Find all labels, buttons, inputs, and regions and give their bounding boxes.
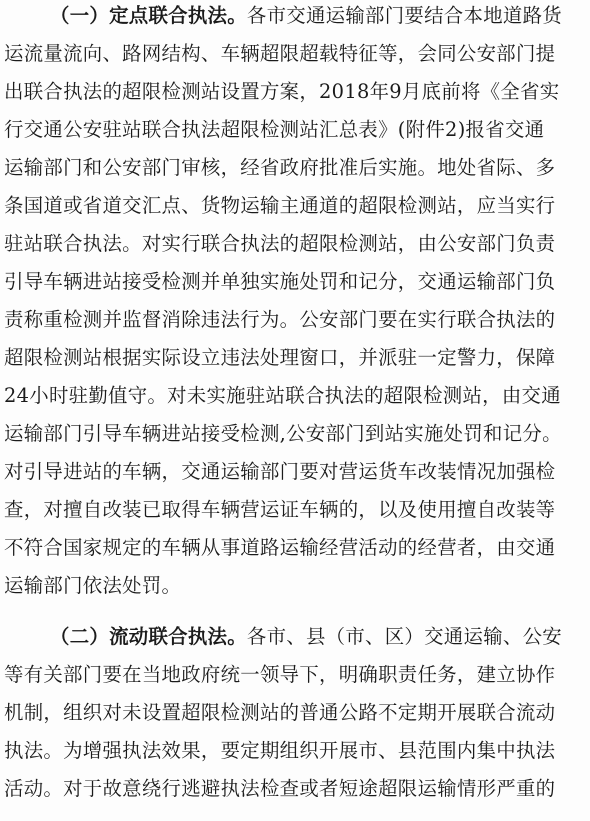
paragraph-1-line-1 [0, 4, 590, 28]
paragraph-1-line-10: 超限检测站根据实际设立违法处理窗口，并派驻一定警力，保障 [4, 346, 556, 369]
paragraph-1-line-12: 运输部门引导车辆进站接受检测,公安部门到站实施处罚和记分。 [4, 422, 562, 445]
paragraph-1-line-11: 24小时驻勤值守。对未实施驻站联合执法的超限检测站，由交通 [4, 384, 561, 407]
paragraph-2-line-3: 机制，组织对未设置超限检测站的普通公路不定期开展联合流动 [4, 701, 556, 724]
paragraph-2-line-2: 等有关部门要在当地政府统一领导下，明确职责任务，建立协作 [4, 663, 556, 686]
paragraph-1-line-3: 出联合执法的超限检测站设置方案，2018年9月底前将《全省实 [4, 80, 560, 103]
paragraph-2-text: 各市、县（市、区）交通运输、公安 [246, 625, 562, 648]
paragraph-1-line-15: 不符合国家规定的车辆从事道路运输经营活动的经营者，由交通 [4, 536, 556, 559]
paragraph-1-line-13: 对引导进站的车辆，交通运输部门要对营运货车改装情况加强检 [4, 460, 556, 483]
paragraph-1-line-5: 运输部门和公安部门审核，经省政府批准后实施。地处省际、多 [4, 156, 556, 179]
paragraph-2-line-1 [0, 625, 590, 649]
paragraph-1-line-6: 条国道或省道交汇点、货物运输主通道的超限检测站，应当实行 [4, 194, 556, 217]
paragraph-1-line-16: 运输部门依法处罚。 [4, 574, 182, 597]
paragraph-1-line-9: 责称重检测并监督消除违法行为。公安部门要在实行联合执法的 [4, 308, 556, 331]
section-heading-1: （一）定点联合执法。 [50, 4, 247, 27]
paragraph-2-line-4: 执法。为增强执法效果，要定期组织开展市、县范围内集中执法 [4, 739, 556, 762]
paragraph-1-line-14: 查，对擅自改装已取得车辆营运证车辆的，以及使用擅自改装等 [4, 498, 556, 521]
paragraph-1-text: 各市交通运输部门要结合本地道路货 [246, 4, 562, 27]
section-heading-2: （二）流动联合执法。 [50, 625, 247, 648]
paragraph-1-line-4: 行交通公安驻站联合执法超限检测站汇总表》(附件2)报省交通 [4, 118, 545, 141]
paragraph-1-line-2: 运流量流向、路网结构、车辆超限超载特征等，会同公安部门提 [4, 42, 556, 65]
paragraph-1-line-8: 引导车辆进站接受检测并单独实施处罚和记分，交通运输部门负 [4, 270, 556, 293]
paragraph-1-line-7: 驻站联合执法。对实行联合执法的超限检测站，由公安部门负责 [4, 232, 556, 255]
paragraph-2-line-5: 活动。对于故意绕行逃避执法检查或者短途超限运输情形严重的 [4, 777, 556, 800]
